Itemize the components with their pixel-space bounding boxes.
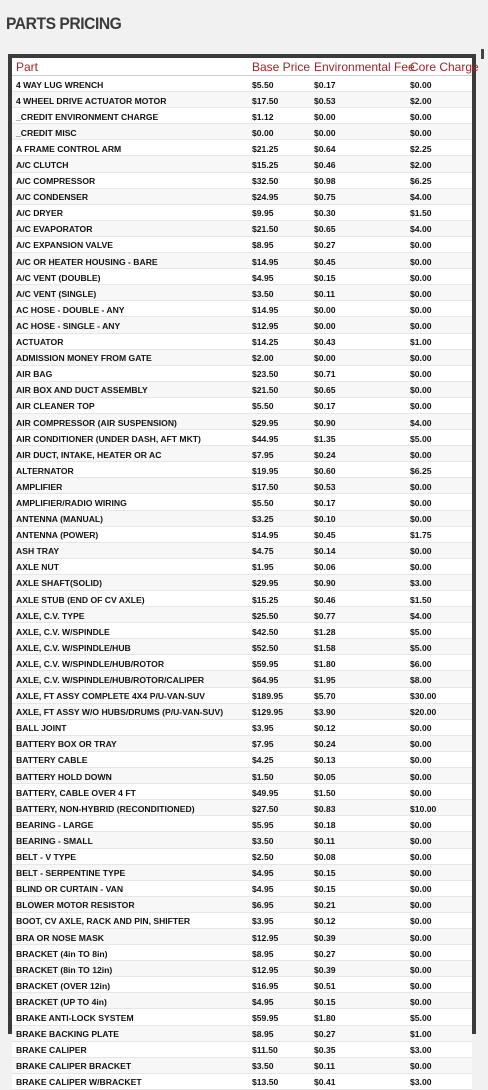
cell-base-price: $16.95 — [252, 980, 279, 991]
cell-base-price: $4.95 — [252, 868, 274, 879]
cell-part: ANTENNA (POWER) — [16, 530, 99, 541]
cell-environmental-fee: $5.70 — [314, 691, 336, 702]
cell-core-charge: $0.00 — [410, 401, 432, 412]
cell-core-charge: $3.00 — [410, 578, 432, 589]
cell-part: AMPLIFIER — [16, 481, 63, 492]
cell-core-charge: $0.00 — [410, 546, 432, 557]
cell-environmental-fee: $0.45 — [314, 530, 336, 541]
cell-base-price: $4.25 — [252, 755, 274, 766]
cell-core-charge: $0.00 — [410, 835, 432, 846]
cell-part: BLIND OR CURTAIN - VAN — [16, 884, 124, 895]
cell-part: AIR BOX AND DUCT ASSEMBLY — [16, 385, 148, 396]
cell-core-charge: $0.00 — [410, 948, 432, 959]
cell-base-price: $25.50 — [252, 610, 279, 621]
cell-core-charge: $4.00 — [410, 417, 432, 428]
cell-environmental-fee: $0.18 — [314, 819, 336, 830]
cell-core-charge: $0.00 — [410, 449, 432, 460]
cell-core-charge: $0.00 — [410, 79, 432, 90]
cell-base-price: $5.50 — [252, 497, 274, 508]
cell-core-charge: $0.00 — [410, 320, 432, 331]
cell-part: BRA OR NOSE MASK — [16, 932, 105, 943]
cell-part: BRACKET (4in TO 8in) — [16, 948, 108, 959]
cell-part: AXLE, FT ASSY W/O HUBS/DRUMS (P/U-VAN-SUV) — [16, 707, 224, 718]
cell-base-price: $17.50 — [252, 95, 279, 106]
cell-part: AXLE, C.V. W/SPINDLE — [16, 626, 110, 637]
cell-part: BEARING - LARGE — [16, 819, 94, 830]
cell-core-charge: $30.00 — [410, 691, 437, 702]
cell-part: AC HOSE - SINGLE - ANY — [16, 320, 121, 331]
cell-core-charge: $2.00 — [410, 95, 432, 106]
table-row — [12, 1074, 472, 1090]
cell-base-price: $14.25 — [252, 337, 279, 348]
cell-part: A/C EXPANSION VALVE — [16, 240, 113, 251]
cell-core-charge: $0.00 — [410, 353, 432, 364]
column-header-core-charge: Core Charge — [410, 59, 479, 74]
cell-environmental-fee: $0.15 — [314, 996, 336, 1007]
cell-base-price: $44.95 — [252, 433, 279, 444]
cell-part: AIR BAG — [16, 369, 53, 380]
cell-part: A/C VENT (SINGLE) — [16, 288, 97, 299]
page-title: PARTS PRICING — [6, 14, 122, 33]
cell-base-price: $2.50 — [252, 852, 274, 863]
column-header-environmental-fee: Environmental Fee — [314, 59, 415, 74]
cell-part: A/C OR HEATER HOUSING - BARE — [16, 256, 158, 267]
cell-core-charge: $0.00 — [410, 884, 432, 895]
cell-environmental-fee: $0.75 — [314, 192, 336, 203]
cell-part: A/C EVAPORATOR — [16, 224, 93, 235]
cell-part: BRACKET (UP TO 4in) — [16, 996, 107, 1007]
cell-core-charge: $0.00 — [410, 240, 432, 251]
cell-base-price: $189.95 — [252, 691, 284, 702]
cell-base-price: $6.95 — [252, 900, 274, 911]
cell-part: BATTERY BOX OR TRAY — [16, 739, 117, 750]
cell-core-charge: $0.00 — [410, 916, 432, 927]
cell-core-charge: $1.75 — [410, 530, 432, 541]
cell-core-charge: $0.00 — [410, 481, 432, 492]
cell-core-charge: $0.00 — [410, 996, 432, 1007]
cell-environmental-fee: $0.06 — [314, 562, 336, 573]
cell-environmental-fee: $0.13 — [314, 755, 336, 766]
cell-part: AXLE, C.V. W/SPINDLE/HUB — [16, 642, 131, 653]
cell-core-charge: $0.00 — [410, 1061, 432, 1072]
scrollbar-thumb[interactable] — [481, 49, 484, 59]
cell-environmental-fee: $0.11 — [314, 835, 336, 846]
cell-environmental-fee: $0.00 — [314, 353, 336, 364]
cell-base-price: $3.95 — [252, 916, 274, 927]
cell-base-price: $9.95 — [252, 208, 274, 219]
cell-environmental-fee: $0.17 — [314, 401, 336, 412]
cell-part: AIR CLEANER TOP — [16, 401, 95, 412]
cell-core-charge: $0.00 — [410, 562, 432, 573]
cell-core-charge: $1.50 — [410, 594, 432, 605]
cell-environmental-fee: $0.11 — [314, 288, 336, 299]
cell-part: ACTUATOR — [16, 337, 64, 348]
column-header-base-price: Base Price — [252, 59, 311, 74]
cell-environmental-fee: $0.46 — [314, 160, 336, 171]
cell-base-price: $7.95 — [252, 449, 274, 460]
cell-base-price: $12.95 — [252, 320, 279, 331]
cell-core-charge: $2.25 — [410, 143, 432, 154]
cell-environmental-fee: $1.50 — [314, 787, 336, 798]
cell-base-price: $21.50 — [252, 385, 279, 396]
cell-base-price: $129.95 — [252, 707, 284, 718]
cell-core-charge: $0.00 — [410, 932, 432, 943]
table-body — [12, 76, 472, 1090]
cell-base-price: $14.95 — [252, 256, 279, 267]
cell-base-price: $27.50 — [252, 803, 279, 814]
cell-base-price: $2.00 — [252, 353, 274, 364]
cell-base-price: $12.95 — [252, 964, 279, 975]
cell-environmental-fee: $0.24 — [314, 449, 336, 460]
cell-base-price: $8.95 — [252, 240, 274, 251]
cell-environmental-fee: $0.12 — [314, 723, 336, 734]
cell-environmental-fee: $0.39 — [314, 932, 336, 943]
cell-part: BALL JOINT — [16, 723, 67, 734]
cell-core-charge: $0.00 — [410, 739, 432, 750]
cell-environmental-fee: $1.28 — [314, 626, 336, 637]
cell-base-price: $64.95 — [252, 675, 279, 686]
cell-environmental-fee: $1.58 — [314, 642, 336, 653]
cell-part: AC HOSE - DOUBLE - ANY — [16, 304, 125, 315]
cell-base-price: $1.12 — [252, 111, 274, 122]
cell-environmental-fee: $0.27 — [314, 240, 336, 251]
cell-core-charge: $4.00 — [410, 192, 432, 203]
cell-base-price: $32.50 — [252, 176, 279, 187]
cell-environmental-fee: $0.17 — [314, 79, 336, 90]
cell-core-charge: $1.50 — [410, 208, 432, 219]
cell-core-charge: $0.00 — [410, 980, 432, 991]
cell-part: AXLE, C.V. TYPE — [16, 610, 85, 621]
cell-part: ALTERNATOR — [16, 465, 74, 476]
cell-base-price: $11.50 — [252, 1045, 278, 1056]
cell-base-price: $4.75 — [252, 546, 274, 557]
cell-environmental-fee: $0.21 — [314, 900, 336, 911]
cell-core-charge: $0.00 — [410, 272, 432, 283]
cell-core-charge: $3.00 — [410, 1077, 432, 1088]
cell-core-charge: $5.00 — [410, 642, 432, 653]
cell-base-price: $21.25 — [252, 143, 279, 154]
cell-part: AMPLIFIER/RADIO WIRING — [16, 497, 127, 508]
cell-environmental-fee: $0.46 — [314, 594, 336, 605]
cell-base-price: $3.50 — [252, 1061, 274, 1072]
cell-environmental-fee: $1.80 — [314, 1012, 336, 1023]
cell-core-charge: $3.00 — [410, 1045, 432, 1056]
cell-environmental-fee: $0.08 — [314, 852, 336, 863]
cell-environmental-fee: $0.98 — [314, 176, 336, 187]
cell-part: AXLE, FT ASSY COMPLETE 4X4 P/U-VAN-SUV — [16, 691, 205, 702]
cell-environmental-fee: $0.00 — [314, 127, 336, 138]
cell-part: BATTERY, CABLE OVER 4 FT — [16, 787, 136, 798]
cell-part: BRAKE ANTI-LOCK SYSTEM — [16, 1012, 134, 1023]
cell-core-charge: $4.00 — [410, 224, 432, 235]
cell-part: A/C CONDENSER — [16, 192, 89, 203]
cell-environmental-fee: $0.65 — [314, 385, 336, 396]
cell-part: BRAKE CALIPER BRACKET — [16, 1061, 132, 1072]
cell-core-charge: $0.00 — [410, 755, 432, 766]
cell-core-charge: $0.00 — [410, 385, 432, 396]
cell-core-charge: $1.00 — [410, 337, 432, 348]
cell-environmental-fee: $0.77 — [314, 610, 336, 621]
cell-base-price: $5.50 — [252, 79, 274, 90]
cell-core-charge: $1.00 — [410, 1029, 432, 1040]
cell-core-charge: $0.00 — [410, 964, 432, 975]
cell-base-price: $59.95 — [252, 1012, 279, 1023]
cell-base-price: $15.25 — [252, 160, 279, 171]
cell-core-charge: $5.00 — [410, 433, 432, 444]
cell-part: AXLE NUT — [16, 562, 59, 573]
column-header-part: Part — [16, 59, 39, 74]
cell-environmental-fee: $1.35 — [314, 433, 336, 444]
cell-environmental-fee: $0.90 — [314, 417, 336, 428]
cell-base-price: $49.95 — [252, 787, 279, 798]
cell-base-price: $19.95 — [252, 465, 279, 476]
cell-environmental-fee: $0.14 — [314, 546, 336, 557]
cell-part: BEARING - SMALL — [16, 835, 93, 846]
cell-part: BOOT, CV AXLE, RACK AND PIN, SHIFTER — [16, 916, 191, 927]
cell-part: BATTERY, NON-HYBRID (RECONDITIONED) — [16, 803, 195, 814]
cell-core-charge: $4.00 — [410, 610, 432, 621]
cell-part: BRACKET (8in TO 12in) — [16, 964, 113, 975]
cell-environmental-fee: $0.41 — [314, 1077, 336, 1088]
cell-base-price: $29.95 — [252, 417, 279, 428]
cell-base-price: $15.25 — [252, 594, 279, 605]
cell-core-charge: $0.00 — [410, 900, 432, 911]
cell-part: ANTENNA (MANUAL) — [16, 514, 104, 525]
cell-core-charge: $8.00 — [410, 675, 432, 686]
cell-environmental-fee: $0.05 — [314, 771, 336, 782]
cell-part: _CREDIT ENVIRONMENT CHARGE — [16, 111, 159, 122]
cell-environmental-fee: $1.95 — [314, 675, 336, 686]
cell-environmental-fee: $0.00 — [314, 111, 336, 122]
cell-base-price: $24.95 — [252, 192, 279, 203]
cell-base-price: $59.95 — [252, 658, 279, 669]
cell-core-charge: $0.00 — [410, 514, 432, 525]
cell-part: A/C DRYER — [16, 208, 63, 219]
cell-core-charge: $0.00 — [410, 723, 432, 734]
cell-part: BATTERY CABLE — [16, 755, 88, 766]
cell-core-charge: $20.00 — [410, 707, 437, 718]
cell-part: AXLE, C.V. W/SPINDLE/HUB/ROTOR — [16, 658, 165, 669]
cell-base-price: $0.00 — [252, 127, 274, 138]
cell-base-price: $4.95 — [252, 884, 274, 895]
cell-base-price: $5.50 — [252, 401, 274, 412]
cell-core-charge: $0.00 — [410, 819, 432, 830]
cell-base-price: $29.95 — [252, 578, 279, 589]
cell-part: AIR DUCT, INTAKE, HEATER OR AC — [16, 449, 162, 460]
cell-core-charge: $5.00 — [410, 1012, 432, 1023]
cell-environmental-fee: $0.35 — [314, 1045, 336, 1056]
cell-base-price: $52.50 — [252, 642, 279, 653]
cell-part: A FRAME CONTROL ARM — [16, 143, 122, 154]
cell-core-charge: $0.00 — [410, 127, 432, 138]
cell-part: BRAKE BACKING PLATE — [16, 1029, 119, 1040]
cell-environmental-fee: $0.11 — [314, 1061, 336, 1072]
cell-part: ADMISSION MONEY FROM GATE — [16, 353, 152, 364]
cell-environmental-fee: $0.17 — [314, 497, 336, 508]
cell-base-price: $14.95 — [252, 304, 279, 315]
cell-environmental-fee: $0.71 — [314, 369, 336, 380]
cell-environmental-fee: $0.15 — [314, 868, 336, 879]
cell-base-price: $3.95 — [252, 723, 274, 734]
cell-environmental-fee: $0.65 — [314, 224, 336, 235]
cell-environmental-fee: $0.00 — [314, 320, 336, 331]
cell-core-charge: $0.00 — [410, 852, 432, 863]
cell-part: _CREDIT MISC — [16, 127, 77, 138]
cell-part: A/C VENT (DOUBLE) — [16, 272, 101, 283]
cell-base-price: $8.95 — [252, 1029, 274, 1040]
cell-part: BRAKE CALIPER W/BRACKET — [16, 1077, 142, 1088]
cell-base-price: $4.95 — [252, 272, 274, 283]
cell-core-charge: $5.00 — [410, 626, 432, 637]
cell-core-charge: $0.00 — [410, 304, 432, 315]
cell-environmental-fee: $0.27 — [314, 948, 336, 959]
cell-core-charge: $6.00 — [410, 658, 432, 669]
cell-base-price: $13.50 — [252, 1077, 279, 1088]
cell-base-price: $23.50 — [252, 369, 279, 380]
cell-base-price: $12.95 — [252, 932, 279, 943]
cell-environmental-fee: $0.60 — [314, 465, 336, 476]
cell-core-charge: $0.00 — [410, 256, 432, 267]
cell-environmental-fee: $0.64 — [314, 143, 336, 154]
cell-base-price: $14.95 — [252, 530, 279, 541]
cell-environmental-fee: $0.15 — [314, 272, 336, 283]
cell-core-charge: $0.00 — [410, 787, 432, 798]
cell-base-price: $21.50 — [252, 224, 279, 235]
parts-pricing-table — [12, 58, 479, 1090]
cell-part: BRACKET (OVER 12in) — [16, 980, 111, 991]
cell-part: 4 WAY LUG WRENCH — [16, 79, 104, 90]
cell-environmental-fee: $3.90 — [314, 707, 336, 718]
cell-part: AIR CONDITIONER (UNDER DASH, AFT MKT) — [16, 433, 201, 444]
cell-core-charge: $0.00 — [410, 497, 432, 508]
cell-core-charge: $10.00 — [410, 803, 437, 814]
cell-core-charge: $0.00 — [410, 771, 432, 782]
cell-environmental-fee: $0.45 — [314, 256, 336, 267]
cell-part: BRAKE CALIPER — [16, 1045, 87, 1056]
cell-part: BLOWER MOTOR RESISTOR — [16, 900, 135, 911]
cell-core-charge: $0.00 — [410, 868, 432, 879]
cell-core-charge: $0.00 — [410, 288, 432, 299]
cell-environmental-fee: $0.90 — [314, 578, 336, 589]
cell-environmental-fee: $0.27 — [314, 1029, 336, 1040]
cell-environmental-fee: $0.53 — [314, 481, 336, 492]
cell-environmental-fee: $0.15 — [314, 884, 336, 895]
cell-part: AXLE, C.V. W/SPINDLE/HUB/ROTOR/CALIPER — [16, 675, 205, 686]
cell-environmental-fee: $0.53 — [314, 95, 336, 106]
cell-part: ASH TRAY — [16, 546, 60, 557]
cell-base-price: $5.95 — [252, 819, 274, 830]
cell-core-charge: $6.25 — [410, 465, 432, 476]
cell-part: BELT - SERPENTINE TYPE — [16, 868, 126, 879]
cell-environmental-fee: $0.30 — [314, 208, 336, 219]
cell-part: AIR COMPRESSOR (AIR SUSPENSION) — [16, 417, 177, 428]
cell-base-price: $7.95 — [252, 739, 274, 750]
cell-base-price: $42.50 — [252, 626, 279, 637]
cell-part: AXLE SHAFT(SOLID) — [16, 578, 102, 589]
cell-base-price: $1.50 — [252, 771, 274, 782]
cell-base-price: $17.50 — [252, 481, 279, 492]
cell-part: 4 WHEEL DRIVE ACTUATOR MOTOR — [16, 95, 167, 106]
cell-base-price: $8.95 — [252, 948, 274, 959]
cell-part: A/C COMPRESSOR — [16, 176, 96, 187]
cell-part: AXLE STUB (END OF CV AXLE) — [16, 594, 145, 605]
cell-base-price: $3.50 — [252, 835, 274, 846]
cell-environmental-fee: $1.80 — [314, 658, 336, 669]
cell-part: BELT - V TYPE — [16, 852, 77, 863]
cell-environmental-fee: $0.83 — [314, 803, 336, 814]
cell-environmental-fee: $0.24 — [314, 739, 336, 750]
cell-base-price: $4.95 — [252, 996, 274, 1007]
cell-part: BATTERY HOLD DOWN — [16, 771, 112, 782]
cell-environmental-fee: $0.51 — [314, 980, 336, 991]
cell-base-price: $3.50 — [252, 288, 274, 299]
cell-environmental-fee: $0.12 — [314, 916, 336, 927]
cell-environmental-fee: $0.00 — [314, 304, 336, 315]
cell-environmental-fee: $0.43 — [314, 337, 336, 348]
cell-core-charge: $6.25 — [410, 176, 432, 187]
table-header — [12, 58, 479, 76]
cell-core-charge: $0.00 — [410, 111, 432, 122]
cell-core-charge: $2.00 — [410, 160, 432, 171]
cell-base-price: $3.25 — [252, 514, 274, 525]
cell-environmental-fee: $0.10 — [314, 514, 336, 525]
cell-base-price: $1.95 — [252, 562, 274, 573]
cell-core-charge: $0.00 — [410, 369, 432, 380]
cell-environmental-fee: $0.39 — [314, 964, 336, 975]
cell-part: A/C CLUTCH — [16, 160, 69, 171]
